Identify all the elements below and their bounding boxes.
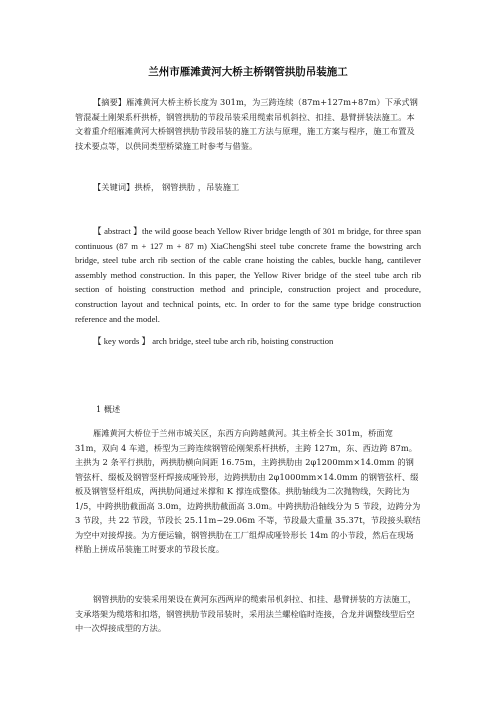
abstract-cn-text: 【摘要】雁滩黄河大桥主桥长度为 301m，为三跨连续（87m+127m+87m）下承式钢管混凝土刚架系杆拱桥，钢管拱肋的节段吊装采用缆索吊机斜拉、扣挂、悬臂拼装法施工。本文着重介绍雁滩黄河大桥钢管拱肋节段吊装的施工方法与原理，施工方案与程序，施工布置及技术要点等，以供同类型桥梁施工时参考与借鉴。 bbox=[75, 97, 418, 151]
body-paragraph-1 bbox=[75, 426, 421, 557]
keywords-en bbox=[75, 334, 421, 349]
abstract-en bbox=[75, 224, 421, 326]
keywords-cn bbox=[75, 180, 421, 195]
abstract-en-text: 【 abstract 】the wild goose beach Yellow River bridge length of 301 m bridge, for three span continuous (87 m + 127 m + 87 m) XiaChengShi steel tube concrete frame the bowstring arch bridge, steel tube arch rib section of the cable crane hoisting the cables, buckle hang, cantilever assembly method construction. In this paper, the Yellow River bridge of the steel tube arch rib section of hoisting construction method and principle, construction project and procedure, construction layout and technical points, etc. In order to for the same type bridge construction reference and the model. bbox=[75, 226, 421, 324]
keywords-cn-text: 【关键词】拱桥， 钢管拱肋 ，吊装施工 bbox=[93, 182, 240, 192]
paper-title: 兰州市雁滩黄河大桥主桥钢管拱肋吊装施工 bbox=[148, 66, 348, 78]
paragraph-1-text: 雁滩黄河大桥位于兰州市城关区，东西方向跨越黄河。其主桥全长 301m，桥面宽 31m，双向 4 车道，桥型为三跨连续钢管砼刚架系杆拱桥，主跨 127m，东、西边跨 87m。主拱为 2 条平行拱肋，两拱肋横向间距 16.75m，主跨拱肋由 2φ1200mm×14.0mm 的钢管弦杆、缀板及钢管竖杆焊接成哑铃形，边跨拱肋由 2φ1000mm×14.0mm 的钢管弦杆、缀板及钢管竖杆组成，两拱肋间通过米撑和 K 撑连成整体。拱肋轴线为二次抛物线，矢跨比为 1/5，中跨拱肋截面高 3.0m，边跨拱肋截面高 3.0m。中跨拱肋沿轴线分为 5 节段，边跨分为 3 节段，共 22 节段，节段长 25.11m~29.06m 不等，节段最大重量 35.37t，节段接头联结为空中对接焊接。为方便运输，钢管拱肋在工厂组焊成哑铃形长 14m 的小节段，然后在现场样胎上拼成吊装施工时要求的节段长度。 bbox=[75, 428, 421, 554]
abstract-cn bbox=[75, 95, 421, 153]
body-paragraph-2 bbox=[75, 592, 421, 636]
section-heading: 1 概述 bbox=[96, 404, 121, 414]
keywords-en-text: 【 key words 】 arch bridge, steel tube arch rib, hoisting construction bbox=[93, 336, 334, 346]
paragraph-2-text: 钢管拱肋的安装采用架设在黄河东西两岸的缆索吊机斜拉、扣挂、悬臂拼装的方法施工，支承塔架为缆塔和扣塔，钢管拱肋节段吊装时，采用法兰螺栓临时连接，合龙并调整线型后空中一次焊接成型的方法。 bbox=[75, 594, 417, 633]
